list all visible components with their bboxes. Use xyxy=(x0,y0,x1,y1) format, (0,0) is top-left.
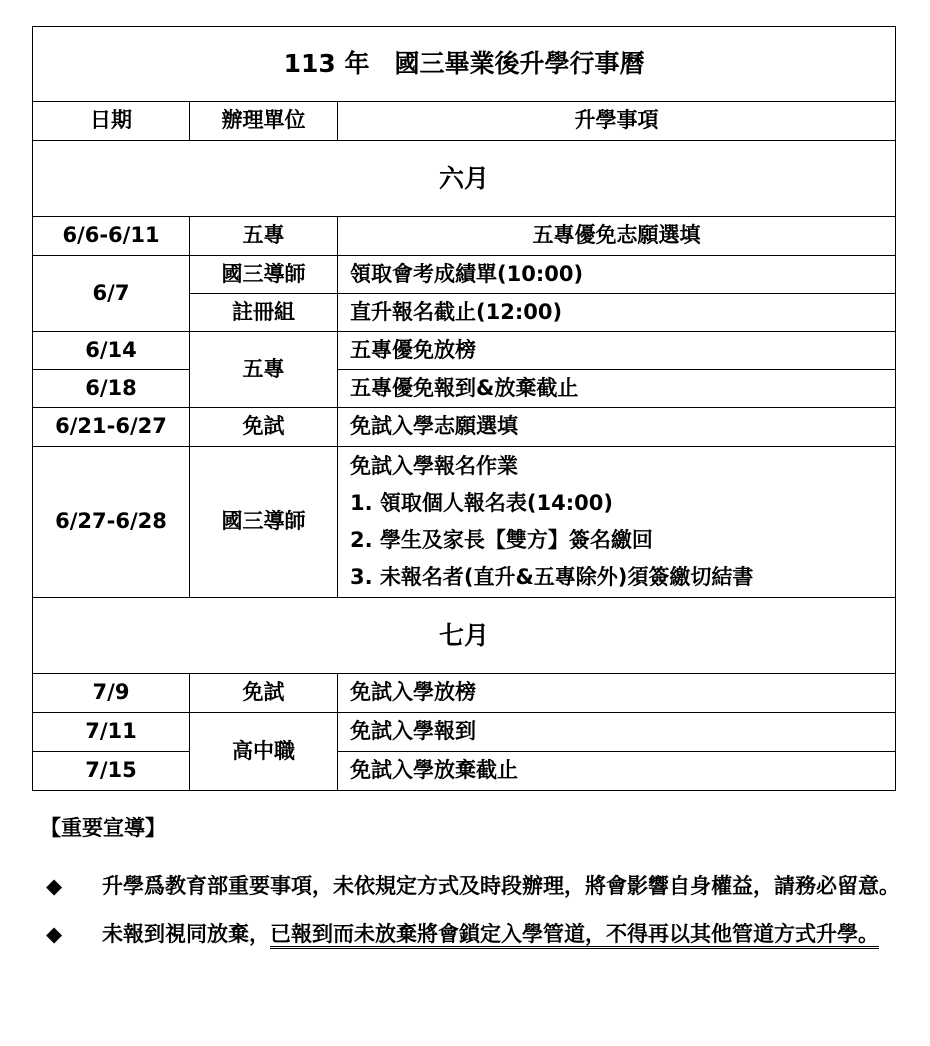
row-date: 6/18 xyxy=(33,370,190,408)
notice-title: 【重要宣導】 xyxy=(40,816,166,840)
notice-bullet xyxy=(40,916,920,952)
notice-text: 升學爲教育部重要事項，未依規定方式及時段辦理，將會影響自身權益，請務必留意。 xyxy=(102,874,900,898)
row-date: 6/7 xyxy=(33,256,190,332)
table-row xyxy=(33,256,896,294)
row-item-line: 免試入學報名作業 xyxy=(350,454,518,478)
header-date: 日期 xyxy=(33,102,190,141)
row-item: 免試入學放榜 xyxy=(338,674,896,713)
row-item-line: 2. 學生及家長【雙方】簽名繳回 xyxy=(350,528,653,552)
row-item: 五專優免志願選填 xyxy=(338,217,896,256)
row-unit: 五專 xyxy=(190,332,338,408)
row-item-multiline xyxy=(338,447,896,598)
row-date: 7/9 xyxy=(33,674,190,713)
row-unit: 註冊組 xyxy=(190,294,338,332)
calendar-table xyxy=(32,26,896,791)
row-unit: 五專 xyxy=(190,217,338,256)
notice-text-underlined: 已報到而未放棄將會鎖定入學管道，不得再以其他管道方式升學。 xyxy=(270,922,879,946)
row-date: 6/14 xyxy=(33,332,190,370)
header-row xyxy=(33,102,896,141)
row-date: 7/11 xyxy=(33,713,190,752)
table-row xyxy=(33,447,896,598)
table-row xyxy=(33,674,896,713)
month-july: 七月 xyxy=(33,598,896,674)
table-title: 113 年 國三畢業後升學行事曆 xyxy=(33,27,896,102)
row-unit: 免試 xyxy=(190,674,338,713)
row-item: 五專優免放榜 xyxy=(338,332,896,370)
table-row xyxy=(33,370,896,408)
row-item: 五專優免報到&放棄截止 xyxy=(338,370,896,408)
row-item: 領取會考成績單(10:00) xyxy=(338,256,896,294)
table-row xyxy=(33,332,896,370)
month-june: 六月 xyxy=(33,141,896,217)
table-row xyxy=(33,408,896,447)
row-date: 6/6-6/11 xyxy=(33,217,190,256)
row-item-line: 1. 領取個人報名表(14:00) xyxy=(350,491,613,515)
header-item: 升學事項 xyxy=(338,102,896,141)
row-unit: 高中職 xyxy=(190,713,338,791)
row-item: 直升報名截止(12:00) xyxy=(338,294,896,332)
header-unit: 辦理單位 xyxy=(190,102,338,141)
notice-text xyxy=(102,916,920,952)
notice-text-plain: 未報到視同放棄， xyxy=(102,922,270,946)
row-unit: 免試 xyxy=(190,408,338,447)
table-row xyxy=(33,713,896,752)
diamond-bullet-icon: ◆ xyxy=(46,874,63,898)
row-item: 免試入學放棄截止 xyxy=(338,752,896,791)
table-row xyxy=(33,217,896,256)
important-notice xyxy=(40,812,920,964)
row-date: 6/21-6/27 xyxy=(33,408,190,447)
row-item: 免試入學報到 xyxy=(338,713,896,752)
notice-bullet xyxy=(40,868,920,904)
row-unit: 國三導師 xyxy=(190,256,338,294)
row-item: 免試入學志願選填 xyxy=(338,408,896,447)
row-date: 6/27-6/28 xyxy=(33,447,190,598)
row-unit: 國三導師 xyxy=(190,447,338,598)
diamond-bullet-icon: ◆ xyxy=(46,922,63,946)
table-row xyxy=(33,752,896,791)
row-date: 7/15 xyxy=(33,752,190,791)
row-item-line: 3. 未報名者(直升&五專除外)須簽繳切結書 xyxy=(350,565,754,589)
